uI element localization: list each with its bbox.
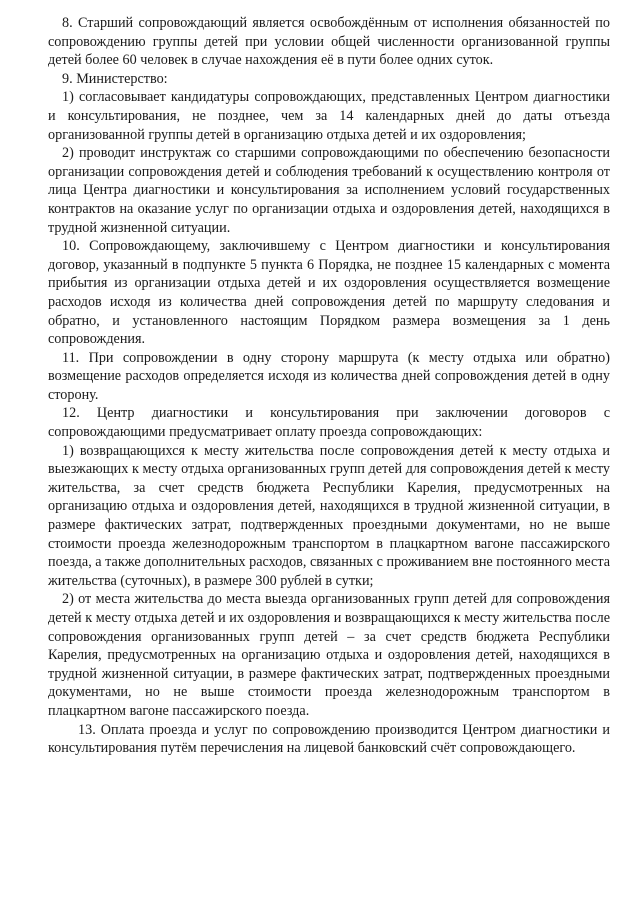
paragraph-10: 10. Сопровождающему, заключившему с Центром диагностики и консультирования договор, указанный в подпункте 5 пункта 6 Порядка, не позднее 15 календарных с момента прибытия из организации отдыха детей и их оздоровления осуществляется возмещение расходов исходя из количества дней сопровождения детей по маршруту следования и обратно, и установленного настоящим Порядком размера возмещения за 1 день сопровождения. <box>48 238 610 348</box>
paragraph-12-1: 1) возвращающихся к месту жительства после сопровождения детей к месту отдыха и выезжающих к месту отдыха организованных групп детей для сопровождения детей к месту жительства, за счет средств бюджета Республики Карелия, предусмотренных на организацию отдыха и оздоровления детей, находящихся в трудной жизненной ситуации, в размере фактических затрат, подтвержденных проездными документами, но не выше стоимости проезда железнодорожным транспортом в плацкартном вагоне пассажирского поезда, а также дополнительных расходов, связанных с проживанием вне постоянного места жительства (суточных), в размере 300 рублей в сутки; <box>48 442 610 589</box>
paragraph-13: 13. Оплата проезда и услуг по сопровождению производится Центром диагностики и консультирования путём перечисления на лицевой банковский счёт сопровождающего. <box>48 721 610 757</box>
paragraph-12: 12. Центр диагностики и консультирования при заключении договоров с сопровождающими предусматривает оплату проезда сопровождающих: <box>48 405 610 441</box>
paragraph-11: 11. При сопровождении в одну сторону маршрута (к месту отдыха или обратно) возмещение расходов определяется исходя из количества дней сопровождения детей в одну сторону. <box>48 349 610 403</box>
paragraph-8: 8. Старший сопровождающий является освобождённым от исполнения обязанностей по сопровождению группы детей при условии общей численности организованной группы детей более 60 человек в случае нахождения её в пути более одних суток. <box>48 15 610 69</box>
paragraph-9: 9. Министерство: <box>62 70 168 87</box>
paragraph-9-2: 2) проводит инструктаж со старшими сопровождающими по обеспечению безопасности организации сопровождения детей и соблюдения требований к осуществлению контроля от лица Центра диагностики и консультирования за исполнением условий государственных контрактов на оказание услуг по организации отдыха и оздоровления детей, находящихся в трудной жизненной ситуации. <box>48 145 610 236</box>
document-body <box>48 14 610 758</box>
paragraph-9-1: 1) согласовывает кандидатуры сопровождающих, представленных Центром диагностики и консультирования, не позднее, чем за 14 календарных дней до даты отъезда организованной группы детей в организацию отдыха детей и их оздоровления; <box>48 89 610 143</box>
paragraph-12-2: 2) от места жительства до места выезда организованных групп детей для сопровождения детей к месту отдыха детей и их оздоровления и возвращающихся к месту жительства после сопровождения организованных групп детей – за счет средств бюджета Республики Карелия, предусмотренных на организацию отдыха и оздоровления детей, находящихся в трудной жизненной ситуации, в размере фактических затрат, подтвержденных проездными документами, но не выше стоимости проезда железнодорожным транспортом в плацкартном вагоне пассажирского поезда. <box>48 591 610 719</box>
